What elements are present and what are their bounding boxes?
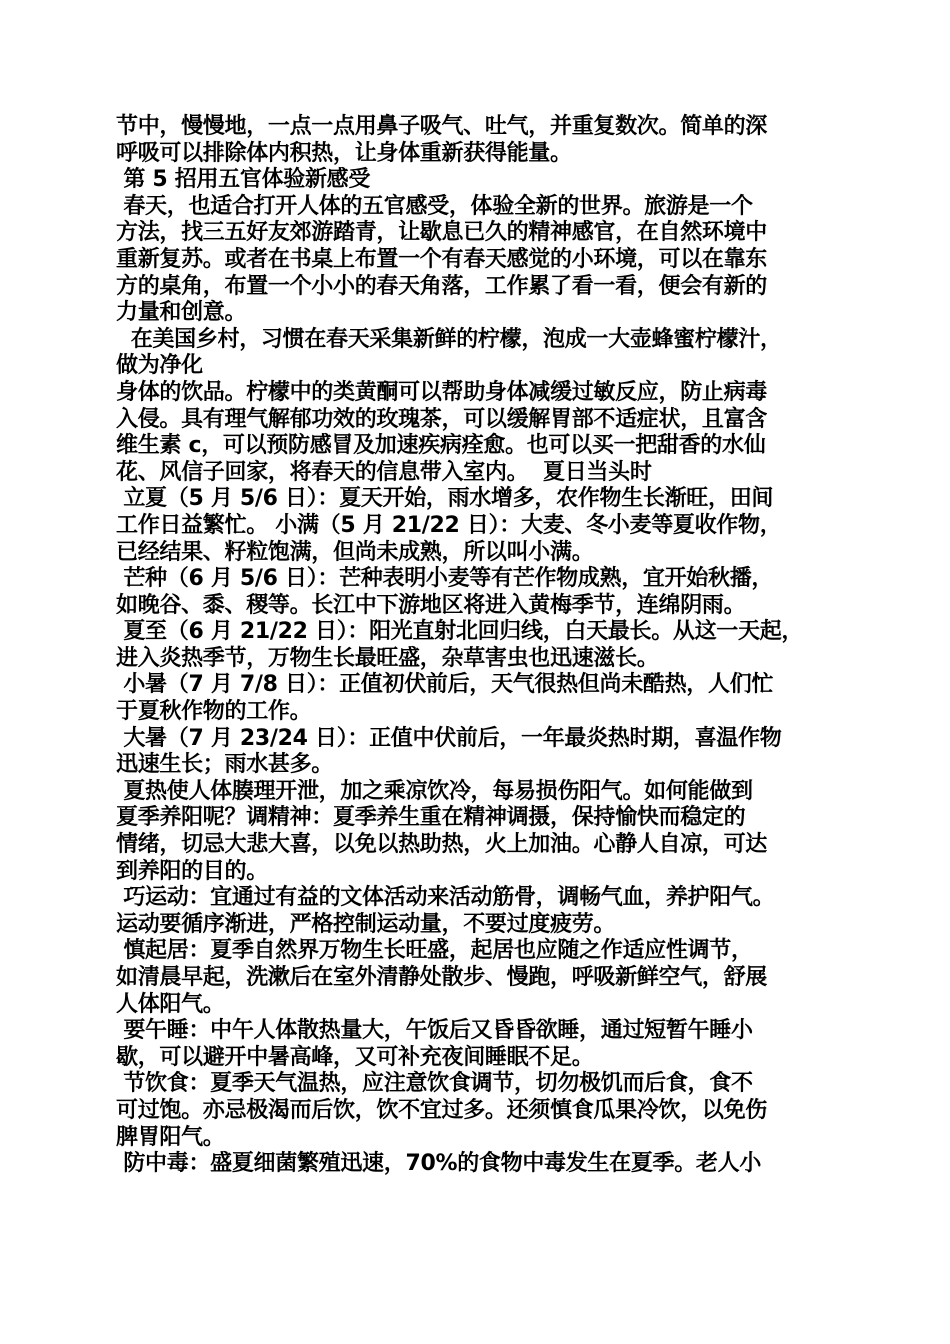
text-line: 工作日益繁忙。 小满（5 月 21/22 日）：大麦、冬小麦等夏收作物， xyxy=(116,512,782,538)
text-line: 夏至（6 月 21/22 日）：阳光直射北回归线，白天最长。从这一天起， xyxy=(116,619,804,645)
text-line: 在美国乡村，习惯在春天采集新鲜的柠檬，泡成一大壶蜂蜜柠檬汁， xyxy=(116,326,782,352)
text-line: 重新复苏。或者在书桌上布置一个有春天感觉的小环境，可以在靠东 xyxy=(116,246,768,272)
text-line: 方法，找三五好友郊游踏青，让歇息已久的精神感官，在自然环境中 xyxy=(116,220,768,246)
text-line: 如清晨早起，洗漱后在室外清静处散步、慢跑，呼吸新鲜空气，舒展 xyxy=(116,965,768,990)
text-line: 歇，可以避开中暑高峰，又可补充夜间睡眠不足。 xyxy=(116,1044,594,1070)
text-line: 进入炎热季节，万物生长最旺盛，杂草害虫也迅速滋长。 xyxy=(116,645,659,671)
text-line: 方的桌角，布置一个小小的春天角落，工作累了看一看，便会有新的 xyxy=(116,273,768,299)
text-line: 夏热使人体腠理开泄，加之乘凉饮冷，每易损伤阳气。如何能做到 xyxy=(116,778,753,804)
document-body xyxy=(116,114,846,1178)
text-line: 要午睡：中午人体散热量大，午饭后又昏昏欲睡，通过短暂午睡小 xyxy=(116,1018,753,1044)
text-line: 迅速生长；雨水甚多。 xyxy=(116,752,334,778)
text-line: 呼吸可以排除体内积热，让身体重新获得能量。 xyxy=(116,140,572,166)
text-line: 花、风信子回家，将春天的信息带入室内。 夏日当头时 xyxy=(116,459,652,485)
text-line: 于夏秋作物的工作。 xyxy=(116,699,312,725)
text-line: 防中毒：盛夏细菌繁殖迅速，70%的食物中毒发生在夏季。老人小 xyxy=(116,1151,762,1177)
text-line: 如晚谷、黍、稷等。长江中下游地区将进入黄梅季节，连绵阴雨。 xyxy=(116,592,746,618)
text-line: 节中，慢慢地，一点一点用鼻子吸气、吐气，并重复数次。简单的深 xyxy=(116,114,768,139)
text-line: 运动要循序渐进，严格控制运动量，不要过度疲劳。 xyxy=(116,911,616,937)
text-line: 人体阳气。 xyxy=(116,991,225,1017)
text-line: 情绪，切忌大悲大喜，以免以热助热，火上加油。心静人自凉，可达 xyxy=(116,832,768,858)
text-line: 可过饱。亦忌极渴而后饮，饮不宜过多。还须慎食瓜果冷饮，以免伤 xyxy=(116,1097,768,1123)
text-line: 脾胃阳气。 xyxy=(116,1124,225,1150)
text-line: 大暑（7 月 23/24 日）：正值中伏前后，一年最炎热时期，喜温作物 xyxy=(116,725,782,751)
text-line: 小暑（7 月 7/8 日）：正值初伏前后，天气很热但尚未酷热，人们忙 xyxy=(116,672,774,698)
text-line: 夏季养阳呢？调精神：夏季养生重在精神调摄，保持愉快而稳定的 xyxy=(116,805,746,831)
text-line: 节饮食：夏季天气温热，应注意饮食调节，切勿极饥而后食，食不 xyxy=(116,1071,753,1097)
text-line: 已经结果、籽粒饱满，但尚未成熟，所以叫小满。 xyxy=(116,539,594,565)
text-line: 身体的饮品。柠檬中的类黄酮可以帮助身体减缓过敏反应，防止病毒 xyxy=(116,379,768,405)
text-line: 芒种（6 月 5/6 日）：芒种表明小麦等有芒作物成熟，宜开始秋播， xyxy=(116,566,774,592)
text-line: 力量和创意。 xyxy=(116,300,247,326)
text-line: 巧运动：宜通过有益的文体活动来活动筋骨，调畅气血，养护阳气。 xyxy=(116,885,775,911)
text-line: 入侵。具有理气解郁功效的玫瑰茶，可以缓解胃部不适症状，且富含 xyxy=(116,406,768,432)
text-line: 慎起居：夏季自然界万物生长旺盛，起居也应随之作适应性调节， xyxy=(116,938,753,964)
text-line: 做为净化 xyxy=(116,353,203,379)
text-line: 第 5 招用五官体验新感受 xyxy=(116,167,371,193)
text-line: 立夏（5 月 5/6 日）：夏天开始，雨水增多，农作物生长渐旺，田间 xyxy=(116,486,774,512)
text-line: 到养阳的目的。 xyxy=(116,858,268,884)
text-line: 春天，也适合打开人体的五官感受，体验全新的世界。旅游是一个 xyxy=(116,193,753,219)
text-line: 维生素 c，可以预防感冒及加速疾病痊愈。也可以买一把甜香的水仙 xyxy=(116,433,766,459)
